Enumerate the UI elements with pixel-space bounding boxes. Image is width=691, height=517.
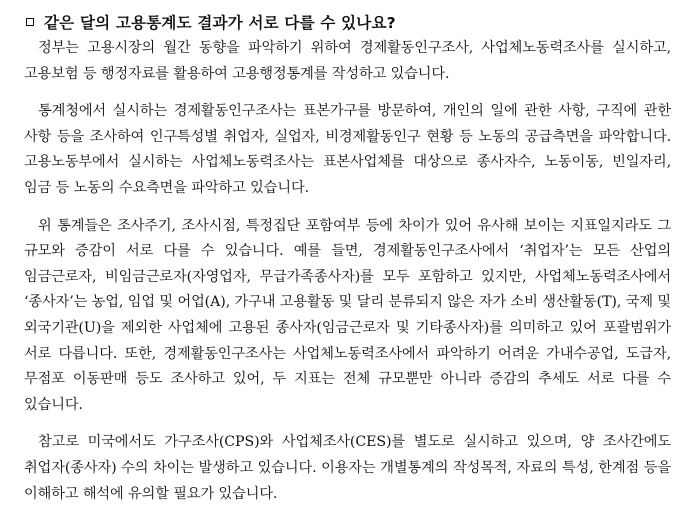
paragraph-labor-surveys: 통계청에서 실시하는 경제활동인구조사는 표본가구를 방문하여, 개인의 일에 관한 사항, 구직에 관한 사항 등을 조사하여 인구특성별 취업자, 실업자, 비경제활동인구 현황 등 노동의 공급측면을 파악합니다. 고용노동부에서 실시하는 사업체노동력조사는 표본사업체를 대상으로 종사자수, 노동이동, 빈일자리, 임금 등 노동의 수요측면을 파악하고 있습니다.: [24, 103, 671, 196]
paragraph-differences: 위 통계들은 조사주기, 조사시점, 특정집단 포함여부 등에 차이가 있어 유사해 보이는 지표일지라도 그 규모와 증감이 서로 다를 수 있습니다. 예를 들면, 경제활동인구조사에서 ‘취업자’는 모든 산업의 임금근로자, 비임금근로자(자영업자, 무급가족종사자)를 모두 포함하고 있지만, 사업체노동력조사에서 ‘종사자’는 농업, 임업 및 어업(A), 가구내 고용활동 및 달리 분류되지 않은 자가 소비 생산활동(T), 국제 및 외국기관(U)을 제외한 사업체에 고용된 종사자(임금근로자 및 기타종사자)를 의미하고 있어 포괄범위가 서로 다릅니다. 또한, 경제활동인구조사는 사업체노동력조사에서 파악하기 어려운 가내수공업, 도급자, 무점포 이동판매 등도 조사하고 있어, 두 지표는 전체 규모뿐만 아니라 증감의 추세도 서로 다를 수 있습니다.: [24, 217, 671, 413]
paragraph-us-reference: 참고로 미국에서도 가구조사(CPS)와 사업체조사(CES)를 별도로 실시하고 있으며, 양 조사간에도 취업자(종사자) 수의 차이는 발생하고 있습니다. 이용자는 개별통계의 작성목적, 자료의 특성, 한계점 등을 이해하고 해석에 유의할 필요가 있습니다.: [24, 434, 671, 502]
faq-question-title: 같은 달의 고용통계도 결과가 서로 다를 수 있나요?: [44, 14, 396, 32]
paragraph-survey-overview: 정부는 고용시장의 월간 동향을 파악하기 위하여 경제활동인구조사, 사업체노동력조사를 실시하고, 고용보험 등 행정자료를 활용하여 고용행정통계를 작성하고 있습니다.: [24, 40, 671, 82]
hollow-square-bullet-icon: [26, 18, 34, 26]
faq-heading: [24, 10, 671, 34]
